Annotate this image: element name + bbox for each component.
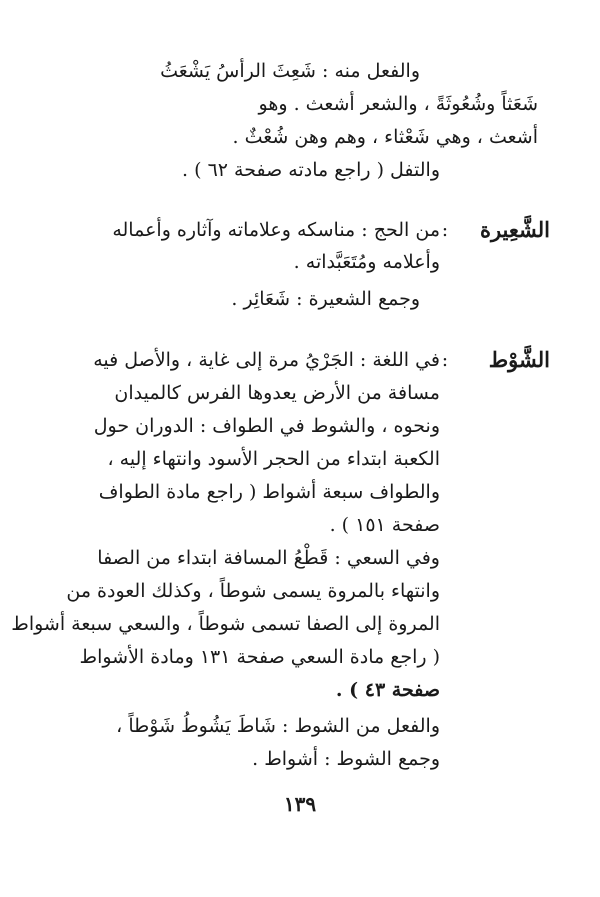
page-number: ١٣٩	[283, 792, 317, 816]
text-line: ونحوه ، والشوط في الطواف : الدوران حول	[93, 415, 440, 437]
term-colon: :	[441, 349, 449, 371]
text-line: وانتهاء بالمروة يسمى شوطاً ، وكذلك العودة من	[66, 580, 440, 602]
text-line: شَعَثاً وشُعُوثَةً ، والشعر أشعث . وهو	[258, 93, 538, 115]
text-line: صفحة ٤٣ ) .	[335, 679, 440, 701]
text-line: وأعلامه ومُتَعَبَّداته .	[293, 251, 440, 273]
text-line: والفعل منه : شَعِثَ الرأسُ يَشْعَثُ	[160, 60, 420, 82]
entry-term: الشَّعِيرة	[479, 217, 550, 242]
text-line: ( راجع مادة السعي صفحة ١٣١ ومادة الأشواط	[79, 646, 440, 668]
text-line: والطواف سبعة أشواط ( راجع مادة الطواف	[98, 481, 440, 503]
text-line: في اللغة : الجَرْيُ مرة إلى غاية ، والأصل فيه	[93, 349, 440, 371]
term-colon: :	[441, 219, 449, 241]
entry-term: الشَّوْط	[488, 347, 550, 372]
text-line: من الحج : مناسكه وعلاماته وآثاره وأعماله	[112, 219, 440, 241]
text-line: أشعث ، وهي شَعْثاء ، وهم وهن شُعْثٌ .	[232, 126, 538, 148]
text-line: صفحة ١٥١ ) .	[329, 514, 440, 536]
text-line: مسافة من الأرض يعدوها الفرس كالميدان	[114, 382, 440, 404]
text-line: المروة إلى الصفا تسمى شوطاً ، والسعي سبعة أشواط	[11, 613, 440, 635]
text-line: الكعبة ابتداء من الحجر الأسود وانتهاء إليه ،	[107, 448, 440, 470]
text-line: وفي السعي : قَطْعُ المسافة ابتداء من الصفا	[97, 547, 440, 569]
text-line: وجمع الشعيرة : شَعَائِر .	[231, 288, 420, 310]
text-line: والتفل ( راجع مادته صفحة ٦٢ ) .	[182, 159, 440, 181]
text-line: وجمع الشوط : أشواط .	[252, 748, 440, 770]
text-line: والفعل من الشوط : شَاطَ يَشُوطُ شَوْطاً ،	[116, 715, 440, 737]
